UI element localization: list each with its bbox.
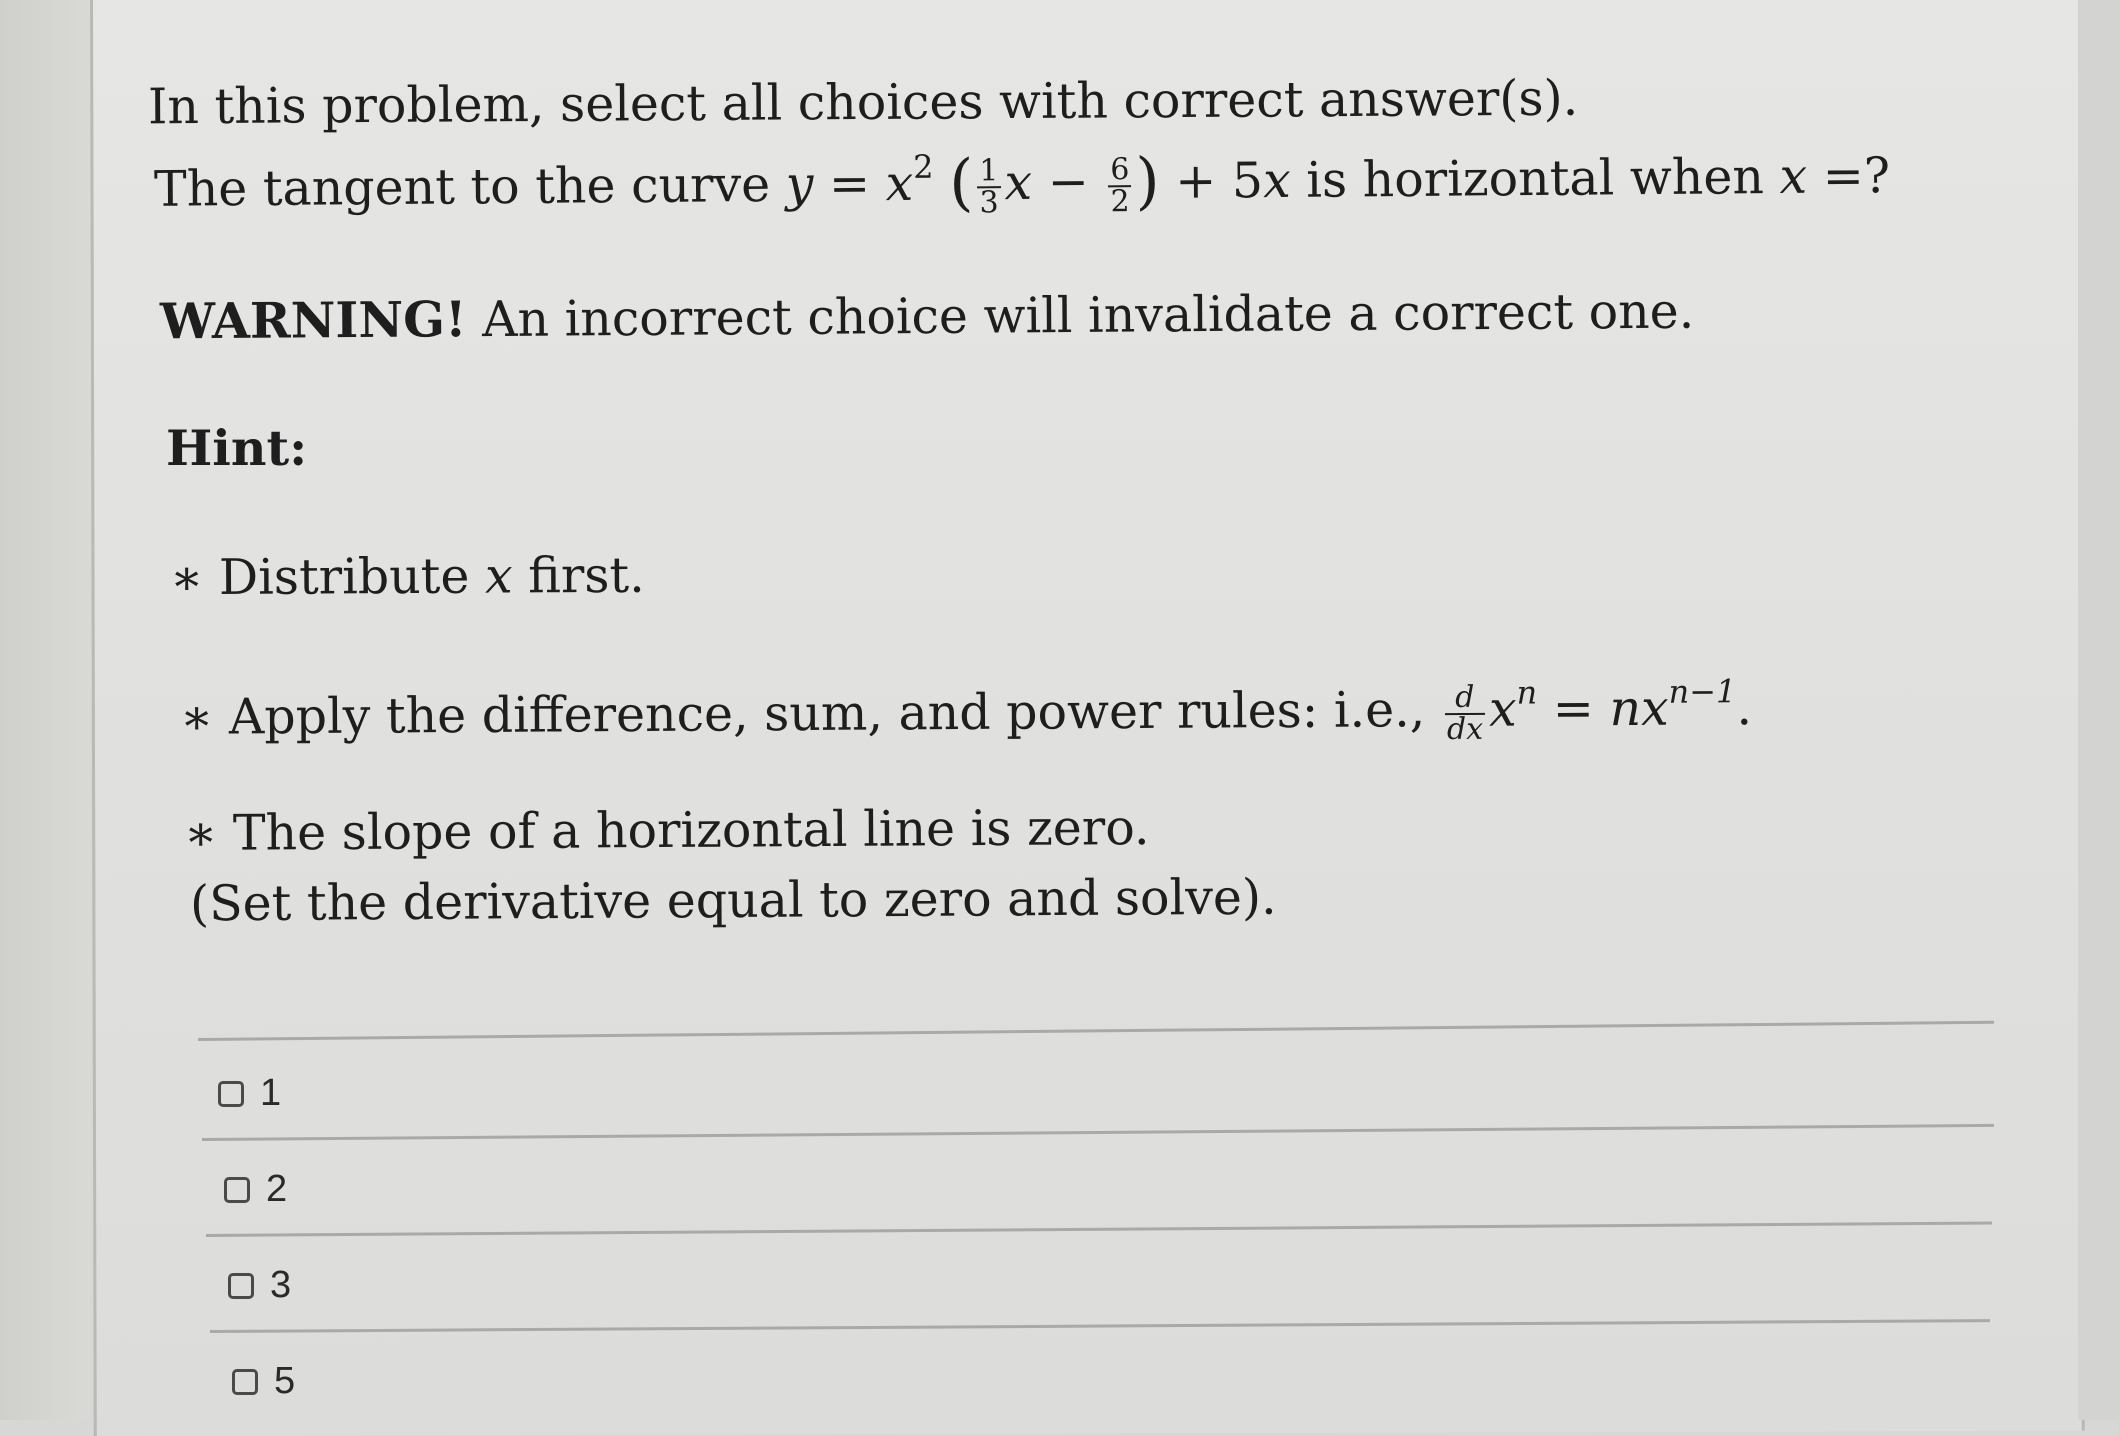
choice-3-checkbox[interactable] xyxy=(228,1273,254,1299)
question-prompt xyxy=(154,143,1891,224)
choice-1-checkbox[interactable] xyxy=(218,1081,244,1107)
derivative-operator: $\frac{d}{dx}$ xyxy=(1445,682,1486,744)
choice-2[interactable] xyxy=(224,1168,287,1211)
hint-item-3-line-1: The slope of a horizontal line is zero. xyxy=(232,799,1150,862)
choice-2-checkbox[interactable] xyxy=(224,1177,250,1203)
prompt-variable: x xyxy=(1779,147,1808,206)
right-margin xyxy=(2078,0,2119,1420)
prompt-end: =? xyxy=(1822,147,1891,205)
warning-text: An incorrect choice will invalidate a correct one. xyxy=(481,282,1695,349)
choice-1-label: 1 xyxy=(260,1072,282,1114)
hint-item-2-text: Apply the difference, sum, and power rules: i.e., xyxy=(228,681,1426,746)
instruction-text: In this problem, select all choices with correct answer(s). xyxy=(147,69,1579,136)
choice-3[interactable] xyxy=(228,1264,291,1307)
warning-label: WARNING! xyxy=(159,290,467,351)
choice-5-checkbox[interactable] xyxy=(232,1369,258,1395)
question-instruction xyxy=(147,69,1579,136)
choice-5-label: 5 xyxy=(274,1360,296,1402)
warning-line xyxy=(159,282,1695,351)
bullet: ∗ xyxy=(183,804,218,862)
hint-title: Hint: xyxy=(166,419,308,477)
hint-item-3-line-2: (Set the derivative equal to zero and solve). xyxy=(189,868,1277,933)
choice-2-label: 2 xyxy=(266,1168,288,1210)
bullet: ∗ xyxy=(179,688,214,746)
hint-item-3 xyxy=(183,799,1150,862)
page-margin xyxy=(0,0,90,1420)
choice-1[interactable] xyxy=(218,1072,281,1115)
hint-item-1-var: x xyxy=(484,547,513,605)
hint-item-1 xyxy=(169,546,645,607)
prompt-suffix: is horizontal when xyxy=(1306,148,1765,209)
bullet: ∗ xyxy=(169,549,204,607)
choice-5[interactable] xyxy=(232,1360,295,1403)
hint-item-1-pre: Distribute xyxy=(218,547,470,606)
fraction-one-third: $\frac{1}{3}$ xyxy=(979,152,999,220)
hint-item-2 xyxy=(179,672,1753,752)
power-rule-formula: $\frac{d}{dx}$ $x^n = nx^{n-1}$. xyxy=(1441,679,1752,738)
hint-item-1-post: first. xyxy=(528,546,645,605)
fraction-six-halves: $\frac{6}{2}$ xyxy=(1110,151,1130,219)
hint-item-3-continued xyxy=(189,868,1277,933)
prompt-prefix: The tangent to the curve xyxy=(153,155,771,218)
equation: $y = x^2$ ( $\frac{1}{3}$ x − $\frac{6}{2}$ ) + 5x xyxy=(785,143,1291,220)
choice-3-label: 3 xyxy=(270,1264,292,1306)
